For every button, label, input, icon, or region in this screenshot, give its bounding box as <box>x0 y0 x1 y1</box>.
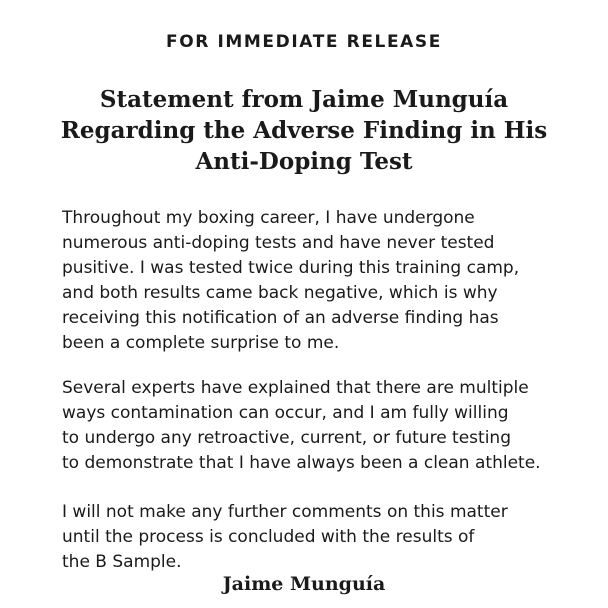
paragraph-line: been a complete surprise to me. <box>62 333 340 353</box>
title-line: Statement from Jaime Munguía <box>99 86 509 113</box>
paragraph-line: until the process is concluded with the results of <box>62 527 475 547</box>
paragraph-line: numerous anti-doping tests and have never tested <box>62 233 495 253</box>
paragraph-testing-history <box>62 206 582 356</box>
paragraph-line: ways contamination can occur, and I am fully willing <box>62 403 509 423</box>
paragraph-line: receiving this notification of an adverse finding has <box>62 308 499 328</box>
paragraph-line: to demonstrate that I have always been a clean athlete. <box>62 453 541 473</box>
paragraph-line: pusitive. I was tested twice during this training camp, <box>62 258 520 278</box>
statement-title <box>40 84 568 177</box>
signature-name: Jaime Munguía <box>222 573 386 595</box>
paragraph-line: and both results came back negative, which is why <box>62 283 498 303</box>
paragraph-line: the B Sample. <box>62 552 182 572</box>
paragraph-no-further-comment <box>62 500 582 575</box>
title-line: Anti-Doping Test <box>195 148 413 175</box>
paragraph-contamination <box>62 376 582 476</box>
title-line: Regarding the Adverse Finding in His <box>60 117 548 144</box>
release-kicker: FOR IMMEDIATE RELEASE <box>165 32 442 52</box>
paragraph-line: I will not make any further comments on this matter <box>62 502 508 522</box>
paragraph-line: Several experts have explained that there are multiple <box>62 378 529 398</box>
paragraph-line: to undergo any retroactive, current, or future testing <box>62 428 511 448</box>
paragraph-line: Throughout my boxing career, I have undergone <box>62 208 475 228</box>
